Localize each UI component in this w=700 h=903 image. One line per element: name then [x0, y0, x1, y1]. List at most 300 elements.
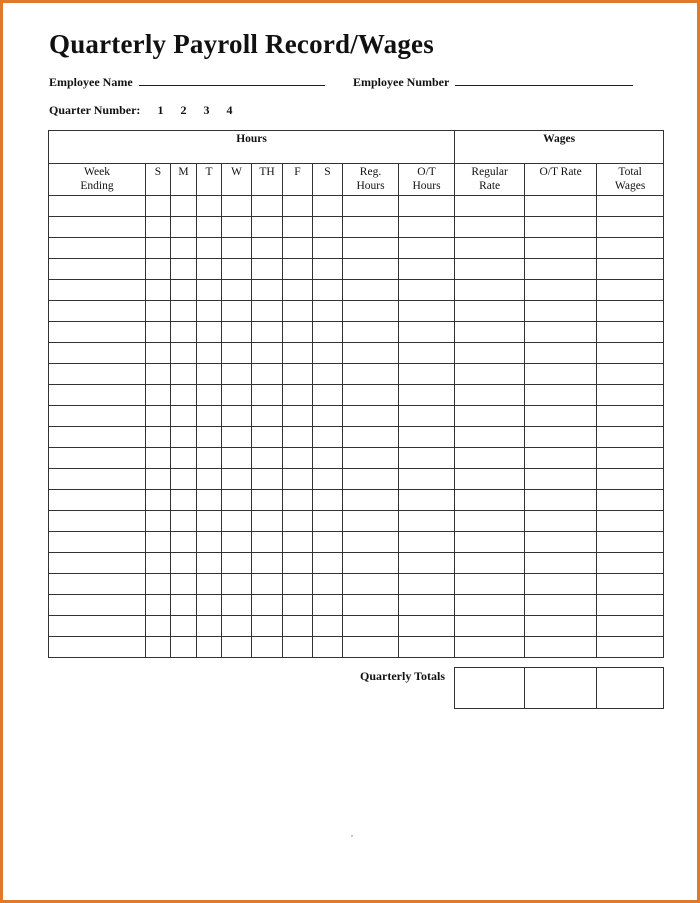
table-cell[interactable] — [313, 322, 343, 343]
table-cell[interactable] — [197, 238, 222, 259]
table-cell[interactable] — [343, 364, 399, 385]
table-cell[interactable] — [343, 511, 399, 532]
table-cell[interactable] — [525, 322, 597, 343]
table-cell[interactable] — [343, 637, 399, 658]
table-cell[interactable] — [252, 196, 283, 217]
table-cell[interactable] — [399, 427, 455, 448]
table-cell[interactable] — [49, 196, 146, 217]
table-cell[interactable] — [197, 469, 222, 490]
table-cell[interactable] — [49, 406, 146, 427]
table-cell[interactable] — [197, 322, 222, 343]
table-cell[interactable] — [222, 385, 252, 406]
table-cell[interactable] — [455, 217, 525, 238]
quarter-option-4[interactable]: 4 — [226, 103, 233, 117]
table-cell[interactable] — [399, 448, 455, 469]
table-cell[interactable] — [455, 595, 525, 616]
table-cell[interactable] — [146, 301, 171, 322]
table-cell[interactable] — [525, 511, 597, 532]
table-cell[interactable] — [283, 427, 313, 448]
table-cell[interactable] — [197, 490, 222, 511]
table-cell[interactable] — [525, 196, 597, 217]
table-cell[interactable] — [222, 469, 252, 490]
table-cell[interactable] — [197, 574, 222, 595]
total-regular-rate-cell[interactable] — [455, 668, 525, 709]
table-cell[interactable] — [49, 259, 146, 280]
table-cell[interactable] — [146, 511, 171, 532]
table-cell[interactable] — [525, 238, 597, 259]
table-cell[interactable] — [146, 469, 171, 490]
table-cell[interactable] — [399, 616, 455, 637]
table-cell[interactable] — [525, 343, 597, 364]
table-cell[interactable] — [146, 196, 171, 217]
table-cell[interactable] — [399, 574, 455, 595]
table-cell[interactable] — [343, 322, 399, 343]
table-cell[interactable] — [252, 595, 283, 616]
table-cell[interactable] — [525, 427, 597, 448]
table-cell[interactable] — [171, 553, 197, 574]
table-cell[interactable] — [252, 637, 283, 658]
table-cell[interactable] — [455, 196, 525, 217]
table-cell[interactable] — [252, 280, 283, 301]
table-cell[interactable] — [222, 259, 252, 280]
table-cell[interactable] — [343, 280, 399, 301]
table-cell[interactable] — [597, 637, 664, 658]
table-cell[interactable] — [313, 427, 343, 448]
table-cell[interactable] — [197, 343, 222, 364]
table-cell[interactable] — [455, 238, 525, 259]
table-cell[interactable] — [146, 427, 171, 448]
table-cell[interactable] — [49, 322, 146, 343]
table-cell[interactable] — [146, 322, 171, 343]
table-cell[interactable] — [146, 637, 171, 658]
table-cell[interactable] — [49, 490, 146, 511]
quarter-option-3[interactable]: 3 — [203, 103, 210, 117]
table-cell[interactable] — [222, 427, 252, 448]
table-row — [49, 511, 664, 532]
table-cell[interactable] — [171, 217, 197, 238]
table-cell[interactable] — [313, 364, 343, 385]
table-cell[interactable] — [197, 301, 222, 322]
table-cell[interactable] — [197, 637, 222, 658]
table-cell[interactable] — [252, 385, 283, 406]
table-cell[interactable] — [283, 238, 313, 259]
table-cell[interactable] — [313, 238, 343, 259]
table-cell[interactable] — [171, 637, 197, 658]
table-cell[interactable] — [399, 217, 455, 238]
table-cell[interactable] — [455, 448, 525, 469]
table-cell[interactable] — [222, 595, 252, 616]
table-cell[interactable] — [222, 364, 252, 385]
table-cell[interactable] — [252, 553, 283, 574]
table-cell[interactable] — [283, 532, 313, 553]
table-cell[interactable] — [197, 280, 222, 301]
table-cell[interactable] — [283, 511, 313, 532]
table-cell[interactable] — [171, 280, 197, 301]
table-cell[interactable] — [597, 280, 664, 301]
table-cell[interactable] — [222, 616, 252, 637]
table-cell[interactable] — [597, 364, 664, 385]
table-cell[interactable] — [171, 574, 197, 595]
table-cell[interactable] — [222, 217, 252, 238]
table-cell[interactable] — [313, 574, 343, 595]
table-cell[interactable] — [525, 364, 597, 385]
table-cell[interactable] — [197, 196, 222, 217]
table-cell[interactable] — [343, 553, 399, 574]
table-cell[interactable] — [146, 343, 171, 364]
table-cell[interactable] — [222, 406, 252, 427]
table-cell[interactable] — [197, 553, 222, 574]
table-cell[interactable] — [399, 553, 455, 574]
table-cell[interactable] — [399, 343, 455, 364]
table-cell[interactable] — [171, 406, 197, 427]
table-cell[interactable] — [399, 196, 455, 217]
table-cell[interactable] — [197, 511, 222, 532]
table-cell[interactable] — [525, 553, 597, 574]
table-cell[interactable] — [146, 280, 171, 301]
table-cell[interactable] — [343, 469, 399, 490]
table-cell[interactable] — [49, 595, 146, 616]
table-cell[interactable] — [597, 595, 664, 616]
table-cell[interactable] — [399, 280, 455, 301]
table-cell[interactable] — [171, 532, 197, 553]
table-cell[interactable] — [171, 490, 197, 511]
table-cell[interactable] — [455, 637, 525, 658]
table-cell[interactable] — [597, 448, 664, 469]
table-cell[interactable] — [49, 532, 146, 553]
table-cell[interactable] — [197, 364, 222, 385]
table-cell[interactable] — [597, 238, 664, 259]
table-cell[interactable] — [343, 406, 399, 427]
table-cell[interactable] — [399, 595, 455, 616]
table-cell[interactable] — [455, 469, 525, 490]
table-cell[interactable] — [313, 532, 343, 553]
table-cell[interactable] — [399, 322, 455, 343]
table-cell[interactable] — [222, 343, 252, 364]
table-cell[interactable] — [313, 196, 343, 217]
quarter-option-2[interactable]: 2 — [180, 103, 187, 117]
table-cell[interactable] — [171, 238, 197, 259]
table-cell[interactable] — [252, 448, 283, 469]
table-cell[interactable] — [171, 322, 197, 343]
column-header-line2: Rate — [479, 180, 501, 192]
table-cell[interactable] — [455, 301, 525, 322]
table-cell[interactable] — [283, 469, 313, 490]
table-cell[interactable] — [197, 385, 222, 406]
table-cell[interactable] — [343, 238, 399, 259]
table-cell[interactable] — [283, 406, 313, 427]
table-cell[interactable] — [146, 217, 171, 238]
table-cell[interactable] — [343, 196, 399, 217]
table-cell[interactable] — [525, 616, 597, 637]
table-cell[interactable] — [343, 448, 399, 469]
table-cell[interactable] — [222, 574, 252, 595]
table-cell[interactable] — [343, 301, 399, 322]
table-cell[interactable] — [146, 448, 171, 469]
table-cell[interactable] — [455, 364, 525, 385]
table-cell[interactable] — [399, 238, 455, 259]
table-cell[interactable] — [313, 616, 343, 637]
table-cell[interactable] — [197, 217, 222, 238]
table-cell[interactable] — [399, 406, 455, 427]
table-cell[interactable] — [283, 343, 313, 364]
table-cell[interactable] — [252, 406, 283, 427]
table-cell[interactable] — [146, 532, 171, 553]
table-cell[interactable] — [146, 364, 171, 385]
table-cell[interactable] — [343, 385, 399, 406]
table-cell[interactable] — [283, 448, 313, 469]
table-cell[interactable] — [525, 595, 597, 616]
table-cell[interactable] — [313, 511, 343, 532]
table-cell[interactable] — [49, 469, 146, 490]
table-cell[interactable] — [283, 637, 313, 658]
table-cell[interactable] — [171, 616, 197, 637]
table-cell[interactable] — [49, 301, 146, 322]
table-cell[interactable] — [313, 259, 343, 280]
table-cell[interactable] — [399, 385, 455, 406]
table-cell[interactable] — [597, 574, 664, 595]
table-cell[interactable] — [171, 196, 197, 217]
table-cell[interactable] — [597, 259, 664, 280]
table-cell[interactable] — [525, 385, 597, 406]
table-cell[interactable] — [399, 490, 455, 511]
total-wages-cell[interactable] — [597, 668, 664, 709]
table-cell[interactable] — [252, 343, 283, 364]
table-cell[interactable] — [597, 385, 664, 406]
table-cell[interactable] — [283, 574, 313, 595]
table-cell[interactable] — [525, 637, 597, 658]
table-cell[interactable] — [455, 259, 525, 280]
table-cell[interactable] — [283, 553, 313, 574]
table-cell[interactable] — [597, 532, 664, 553]
table-cell[interactable] — [399, 364, 455, 385]
table-cell[interactable] — [252, 238, 283, 259]
table-cell[interactable] — [283, 364, 313, 385]
table-cell[interactable] — [252, 511, 283, 532]
table-cell[interactable] — [171, 385, 197, 406]
table-cell[interactable] — [222, 511, 252, 532]
column-header — [525, 164, 597, 196]
table-cell[interactable] — [597, 511, 664, 532]
table-cell[interactable] — [49, 343, 146, 364]
table-cell[interactable] — [313, 448, 343, 469]
table-cell[interactable] — [597, 490, 664, 511]
table-cell[interactable] — [283, 616, 313, 637]
table-cell[interactable] — [525, 490, 597, 511]
table-cell[interactable] — [49, 364, 146, 385]
table-cell[interactable] — [146, 553, 171, 574]
table-cell[interactable] — [49, 385, 146, 406]
table-cell[interactable] — [597, 343, 664, 364]
table-cell[interactable] — [343, 574, 399, 595]
table-cell[interactable] — [455, 280, 525, 301]
table-cell[interactable] — [171, 595, 197, 616]
table-cell[interactable] — [455, 427, 525, 448]
table-cell[interactable] — [455, 343, 525, 364]
table-cell[interactable] — [455, 322, 525, 343]
table-cell[interactable] — [222, 322, 252, 343]
table-cell[interactable] — [197, 259, 222, 280]
table-cell[interactable] — [399, 259, 455, 280]
table-cell[interactable] — [49, 637, 146, 658]
table-cell[interactable] — [597, 427, 664, 448]
table-cell[interactable] — [399, 469, 455, 490]
table-cell[interactable] — [597, 616, 664, 637]
table-cell[interactable] — [525, 259, 597, 280]
table-cell[interactable] — [313, 301, 343, 322]
table-cell[interactable] — [146, 490, 171, 511]
table-cell[interactable] — [252, 301, 283, 322]
table-cell[interactable] — [171, 511, 197, 532]
table-cell[interactable] — [222, 196, 252, 217]
table-cell[interactable] — [222, 238, 252, 259]
table-cell[interactable] — [399, 637, 455, 658]
table-row — [49, 343, 664, 364]
table-cell[interactable] — [597, 469, 664, 490]
table-cell[interactable] — [283, 385, 313, 406]
table-cell[interactable] — [171, 343, 197, 364]
table-cell[interactable] — [343, 532, 399, 553]
table-cell[interactable] — [49, 616, 146, 637]
table-cell[interactable] — [252, 322, 283, 343]
table-cell[interactable] — [171, 448, 197, 469]
total-ot-rate-cell[interactable] — [525, 668, 597, 709]
table-cell[interactable] — [146, 616, 171, 637]
table-cell[interactable] — [313, 280, 343, 301]
table-cell[interactable] — [146, 574, 171, 595]
table-cell[interactable] — [171, 259, 197, 280]
table-cell[interactable] — [222, 532, 252, 553]
table-row — [49, 301, 664, 322]
table-cell[interactable] — [49, 553, 146, 574]
table-cell[interactable] — [49, 238, 146, 259]
table-cell[interactable] — [597, 217, 664, 238]
table-cell[interactable] — [171, 427, 197, 448]
table-cell[interactable] — [171, 469, 197, 490]
table-cell[interactable] — [343, 259, 399, 280]
table-cell[interactable] — [252, 259, 283, 280]
table-cell[interactable] — [252, 490, 283, 511]
table-cell[interactable] — [222, 490, 252, 511]
employee-name-field[interactable] — [139, 75, 325, 86]
table-cell[interactable] — [283, 322, 313, 343]
table-cell[interactable] — [222, 448, 252, 469]
table-cell[interactable] — [455, 532, 525, 553]
table-cell[interactable] — [399, 511, 455, 532]
table-cell[interactable] — [525, 217, 597, 238]
table-cell[interactable] — [283, 595, 313, 616]
table-cell[interactable] — [343, 217, 399, 238]
table-cell[interactable] — [252, 427, 283, 448]
table-cell[interactable] — [399, 301, 455, 322]
table-cell[interactable] — [146, 406, 171, 427]
table-cell[interactable] — [313, 343, 343, 364]
table-cell[interactable] — [343, 595, 399, 616]
table-cell[interactable] — [252, 532, 283, 553]
table-cell[interactable] — [525, 406, 597, 427]
table-cell[interactable] — [252, 217, 283, 238]
table-cell[interactable] — [455, 406, 525, 427]
table-cell[interactable] — [313, 553, 343, 574]
table-cell[interactable] — [146, 259, 171, 280]
table-cell[interactable] — [399, 532, 455, 553]
table-cell[interactable] — [197, 448, 222, 469]
quarter-option-1[interactable]: 1 — [157, 103, 164, 117]
table-cell[interactable] — [525, 469, 597, 490]
table-cell[interactable] — [197, 532, 222, 553]
table-cell[interactable] — [283, 280, 313, 301]
table-cell[interactable] — [222, 637, 252, 658]
table-cell[interactable] — [252, 616, 283, 637]
table-cell[interactable] — [283, 301, 313, 322]
table-cell[interactable] — [49, 448, 146, 469]
table-cell[interactable] — [49, 280, 146, 301]
table-cell[interactable] — [313, 385, 343, 406]
table-cell[interactable] — [146, 238, 171, 259]
table-cell[interactable] — [455, 511, 525, 532]
table-cell[interactable] — [252, 469, 283, 490]
table-cell[interactable] — [283, 196, 313, 217]
table-cell[interactable] — [597, 301, 664, 322]
table-cell[interactable] — [343, 343, 399, 364]
table-cell[interactable] — [222, 301, 252, 322]
table-cell[interactable] — [455, 490, 525, 511]
table-cell[interactable] — [597, 322, 664, 343]
table-cell[interactable] — [455, 616, 525, 637]
table-cell[interactable] — [343, 427, 399, 448]
table-cell[interactable] — [197, 427, 222, 448]
table-cell[interactable] — [283, 490, 313, 511]
table-cell[interactable] — [313, 406, 343, 427]
table-cell[interactable] — [283, 217, 313, 238]
table-cell[interactable] — [252, 364, 283, 385]
table-cell[interactable] — [525, 532, 597, 553]
table-cell[interactable] — [597, 406, 664, 427]
table-cell[interactable] — [146, 595, 171, 616]
table-cell[interactable] — [597, 196, 664, 217]
table-cell[interactable] — [222, 553, 252, 574]
table-cell[interactable] — [597, 553, 664, 574]
table-cell[interactable] — [146, 385, 171, 406]
table-cell[interactable] — [525, 448, 597, 469]
table-cell[interactable] — [313, 217, 343, 238]
table-cell[interactable] — [525, 280, 597, 301]
table-cell[interactable] — [525, 301, 597, 322]
table-cell[interactable] — [455, 553, 525, 574]
table-cell[interactable] — [222, 280, 252, 301]
table-cell[interactable] — [455, 574, 525, 595]
table-cell[interactable] — [171, 301, 197, 322]
table-cell[interactable] — [49, 427, 146, 448]
table-cell[interactable] — [313, 490, 343, 511]
table-cell[interactable] — [313, 469, 343, 490]
table-cell[interactable] — [197, 406, 222, 427]
table-cell[interactable] — [171, 364, 197, 385]
table-cell[interactable] — [343, 616, 399, 637]
table-cell[interactable] — [343, 490, 399, 511]
employee-number-field[interactable] — [455, 75, 633, 86]
table-cell[interactable] — [283, 259, 313, 280]
table-cell[interactable] — [197, 595, 222, 616]
table-cell[interactable] — [49, 574, 146, 595]
table-cell[interactable] — [49, 511, 146, 532]
table-cell[interactable] — [49, 217, 146, 238]
table-cell[interactable] — [313, 595, 343, 616]
table-cell[interactable] — [313, 637, 343, 658]
table-cell[interactable] — [252, 574, 283, 595]
table-cell[interactable] — [455, 385, 525, 406]
table-cell[interactable] — [525, 574, 597, 595]
table-cell[interactable] — [197, 616, 222, 637]
